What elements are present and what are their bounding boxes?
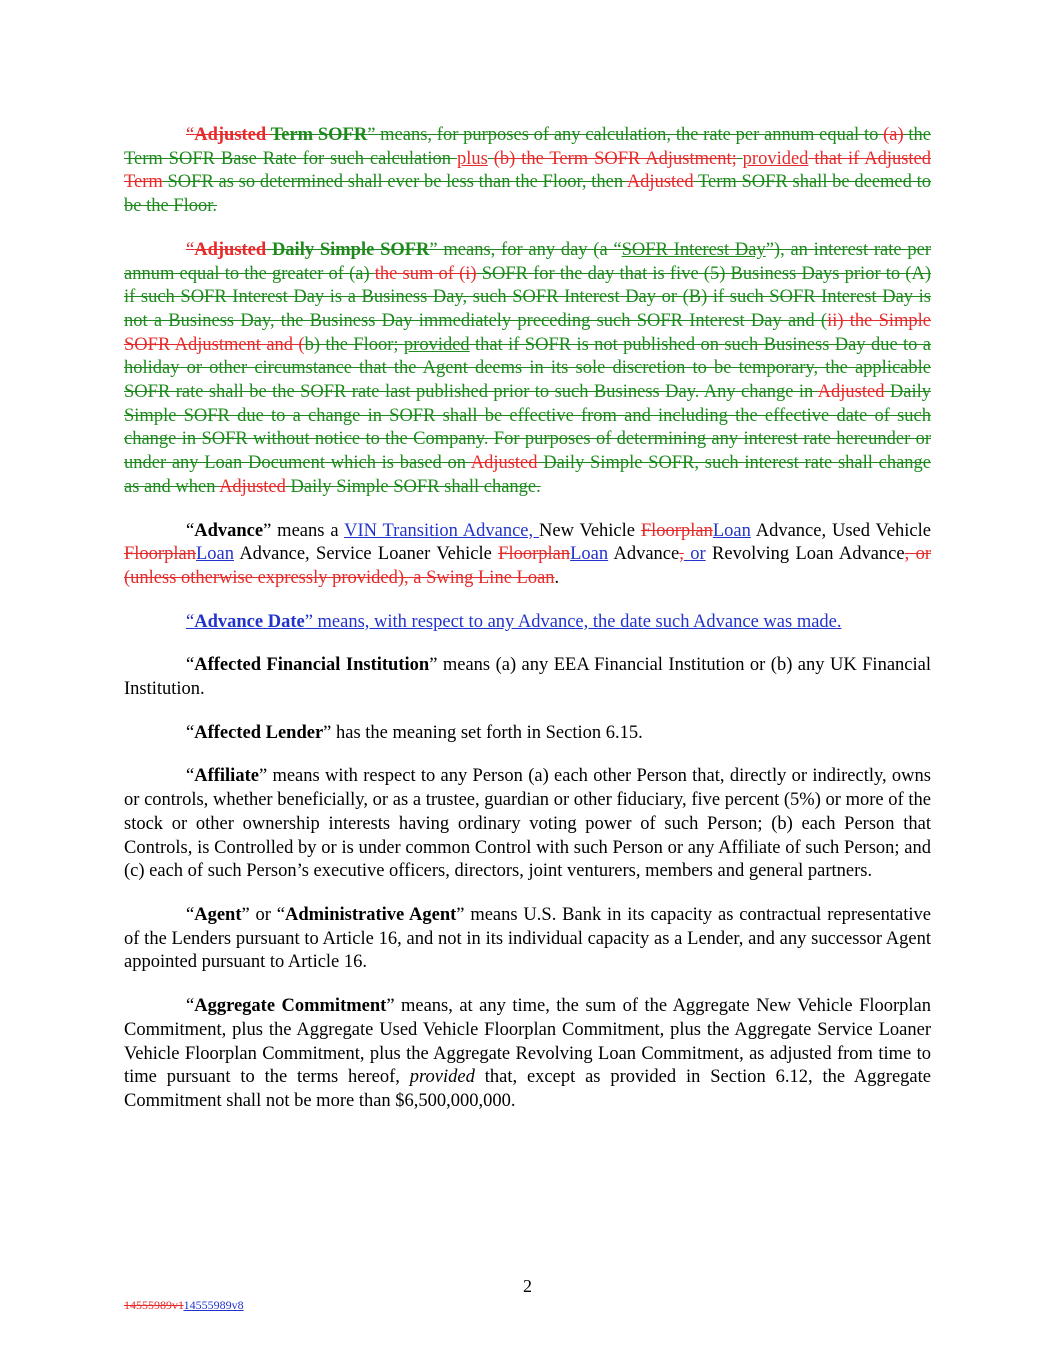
text-run: ”), an interest rate per annum equal to the greater of (a) xyxy=(124,239,931,284)
definition-adjusted-term-sofr xyxy=(124,124,931,219)
text-run: ii) the Simple SOFR Adjustment and ( xyxy=(124,310,931,355)
text-run: Adjusted xyxy=(626,172,694,193)
text-run: Loan xyxy=(570,544,609,565)
text-run: “ xyxy=(186,655,195,676)
text-run: Adjusted xyxy=(219,476,286,497)
text-run: SOFR for the day that is five (5) Business Days prior to (A) if such SOFR Interest Day is a Business Day, such SOFR Interest Day or (B) if such SOFR Interest Day is not a Business Day, the Business Day immediately preceding such SOFR Interest Day and ( xyxy=(124,263,931,331)
text-run: ” means (a) any EEA Financial Institution or (b) any UK Financial Institution. xyxy=(124,655,931,700)
page-number: 2 xyxy=(523,1276,532,1296)
text-run: VIN Transition Advance, xyxy=(344,520,540,541)
text-run: SOFR as so determined shall ever be less than the Floor, then xyxy=(162,172,627,193)
text-run: ” has the meaning set forth in Section 6.15. xyxy=(323,722,643,743)
term-name: Affiliate xyxy=(194,766,259,787)
text-run: , xyxy=(679,544,684,565)
term-name: Daily Simple SOFR xyxy=(266,239,430,260)
text-run: the Term SOFR Base Rate for such calculation xyxy=(124,125,931,169)
text-run: plus xyxy=(456,148,488,169)
text-run: “ xyxy=(186,239,195,260)
text-run: ” or “ xyxy=(241,904,285,925)
term-name: Affected Financial Institution xyxy=(194,655,430,676)
text-run: ” xyxy=(367,125,376,145)
new-document-id: 14555989v8 xyxy=(183,1298,244,1312)
document-id-footer xyxy=(124,1298,244,1313)
term-name: Administrative Agent xyxy=(285,904,457,925)
text-run: provided xyxy=(409,1067,475,1088)
definition-agent xyxy=(124,904,931,975)
text-run: “ xyxy=(186,996,195,1017)
text-run: Daily Simple SOFR, such interest rate shall change as and when xyxy=(124,453,931,497)
text-run: means, for purposes of any calculation, the rate per annum equal to xyxy=(375,125,884,145)
text-run: or xyxy=(690,544,706,565)
text-run: . xyxy=(554,567,560,588)
text-run: Floorplan xyxy=(124,544,196,565)
definition-advance-date xyxy=(124,611,931,635)
term-name: Affected Lender xyxy=(194,722,324,743)
text-run: that if xyxy=(808,148,865,169)
document-page xyxy=(124,124,931,1134)
text-run: Daily Simple SOFR shall change. xyxy=(285,476,541,497)
term-name: Advance Date xyxy=(194,611,305,632)
definition-adjusted-daily-simple-sofr xyxy=(124,239,931,500)
text-run: New Vehicle xyxy=(539,520,641,541)
text-run: , or (unless otherwise expressly provided), a Swing Line Loan xyxy=(124,544,931,588)
text-run: ” means with respect to any Person (a) each other Person that, directly or indirectly, owns or controls, whether beneficially, or as a trustee, guardian or other fiduciary, five percent (5%) or more of the stock or other ownership interests having ordinary voting power of such Person; (b) each Person that Controls, is Controlled by or is under common Control with such Person or any Affiliate of such Person; and (c) each of such Person’s executive officers, directors, joint venturers, members and general partners. xyxy=(124,766,931,882)
definition-affected-lender xyxy=(124,722,931,746)
term-name: Advance xyxy=(194,520,264,541)
text-run: “ xyxy=(186,904,195,925)
definition-affiliate xyxy=(124,765,931,884)
text-run: Advance, Used Vehicle xyxy=(750,520,931,541)
text-run: Revolving Loan Advance xyxy=(705,544,905,565)
old-document-id: 14555989v1 xyxy=(124,1298,184,1312)
text-run: ” means a xyxy=(263,520,345,541)
text-run: ” means, with respect to any Advance, the date such Advance was made. xyxy=(304,611,842,632)
term-name: Aggregate Commitment xyxy=(194,996,387,1017)
text-run: “ xyxy=(186,722,195,743)
text-run: (b) the Term SOFR Adjustment; xyxy=(493,148,737,169)
term-name: Term SOFR xyxy=(270,125,368,145)
text-run: Advance, Service Loaner Vehicle xyxy=(233,544,499,565)
term-name: Agent xyxy=(194,904,242,925)
text-run: Loan xyxy=(712,520,751,541)
definition-aggregate-commitment xyxy=(124,995,931,1114)
text-run: ” means U.S. Bank in its capacity as contractual representative of the Lenders pursuant to Article 16, and not in its individual capacity as a Lender, and any successor Agent appointed pursuant to Article 16. xyxy=(124,904,931,973)
text-run: provided xyxy=(742,148,809,169)
text-run: Adjusted xyxy=(817,382,885,403)
text-run: provided xyxy=(403,334,470,355)
text-run: “ xyxy=(186,520,195,541)
definition-advance xyxy=(124,520,931,591)
term-adjusted: Adjusted xyxy=(194,125,271,145)
text-run: “ xyxy=(186,125,195,145)
text-run: Floorplan xyxy=(498,544,571,565)
text-run: “ xyxy=(186,766,195,787)
text-run: SOFR Interest Day xyxy=(621,239,766,260)
text-run: b) the Floor; xyxy=(304,334,404,355)
term-adjusted: Adjusted xyxy=(194,239,267,260)
text-run: Adjusted xyxy=(470,453,538,474)
text-run: that if SOFR is not published on such Business Day due to a holiday or other circumstance that the Agent deems in its sole discretion to be temporary, the applicable SOFR rate shall be the SOFR rate last published prior to such Business Day. Any change in xyxy=(124,334,931,403)
text-run: the sum of (i) xyxy=(374,263,477,284)
text-run: ” means, for any day (a “ xyxy=(429,239,622,260)
text-run: Advance xyxy=(608,544,680,565)
text-run: that, except as provided in Section 6.12, the Aggregate Commitment shall not be more than $6,500,000,000. xyxy=(124,1067,931,1111)
text-run: (a) xyxy=(883,125,904,145)
text-run: ” means, at any time, the sum of the Aggregate New Vehicle Floorplan Commitment, plus the Aggregate Used Vehicle Floorplan Commitment, plus the Aggregate Service Loaner Vehicle Floorplan Commitment, plus the Aggregate Revolving Loan Commitment, as adjusted from time to time pursuant to the terms hereof, xyxy=(124,996,932,1088)
text-run: Loan xyxy=(195,544,234,565)
text-run: Adjusted Term xyxy=(124,148,932,193)
text-run: Daily Simple SOFR due to a change in SOFR shall be effective from and including the effective date of such change in SOFR without notice to the Company. For purposes of determining any interest rate hereunder or under any Loan Document which is based on xyxy=(124,382,931,474)
text-run: “ xyxy=(186,611,195,632)
text-run: Term SOFR shall be deemed to be the Floor. xyxy=(124,172,932,217)
definition-affected-financial-institution xyxy=(124,654,931,701)
text-run: Floorplan xyxy=(640,520,713,541)
